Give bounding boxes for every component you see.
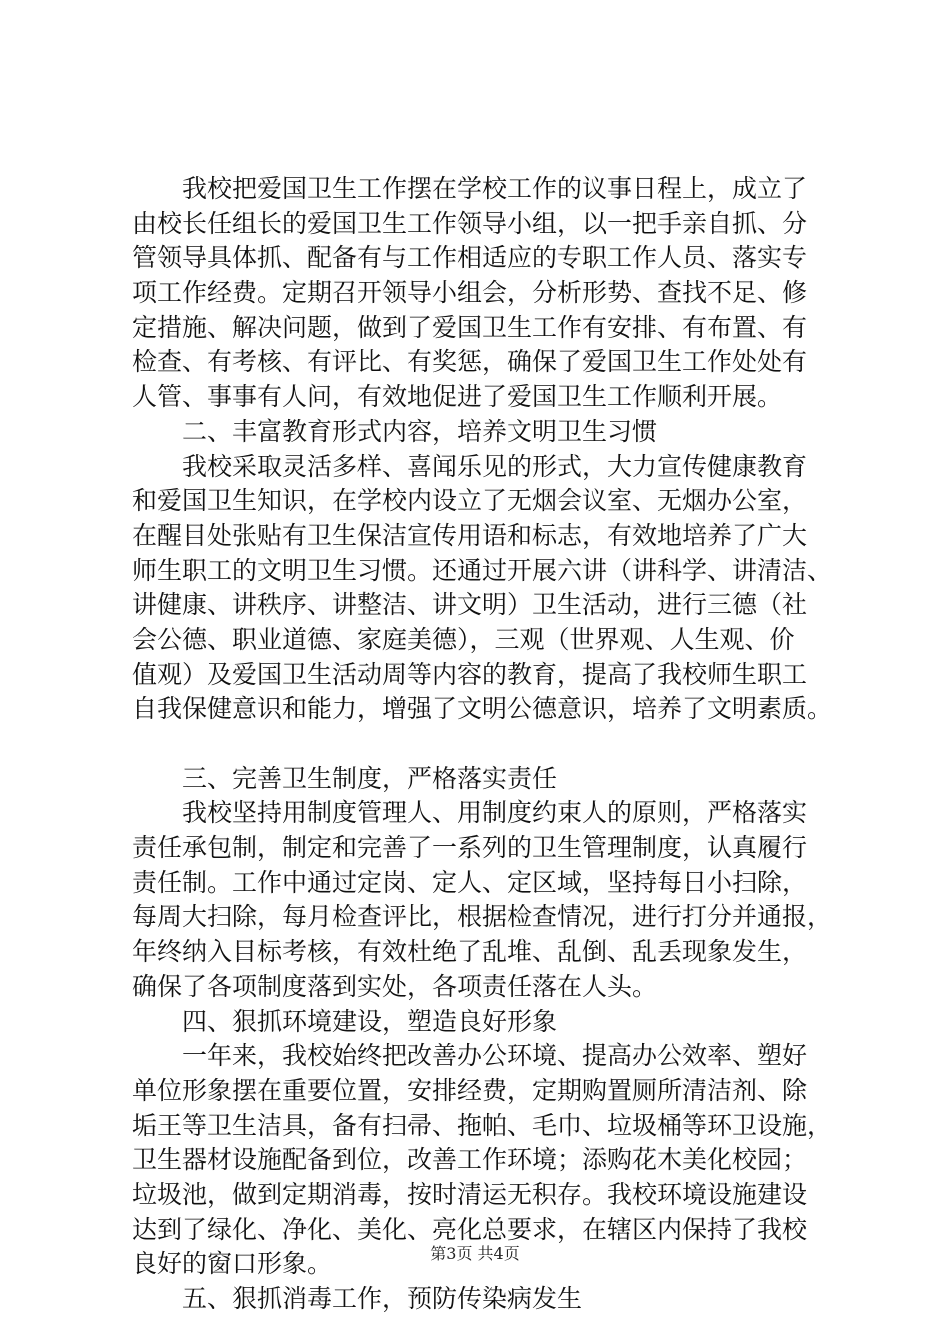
text-line: 管领导具体抓、配备有与工作相适应的专职工作人员、落实专: [132, 243, 808, 273]
text-line: 在醒目处张贴有卫生保洁宣传用语和标志，有效地培养了广大: [132, 520, 808, 550]
text-line: 检查、有考核、有评比、有奖惩，确保了爱国卫生工作处处有: [132, 347, 808, 377]
text-line: 四、狠抓环境建设，塑造良好形象: [182, 1006, 558, 1036]
text-line: 值观）及爱国卫生活动周等内容的教育，提高了我校师生职工: [132, 659, 808, 689]
text-line: 责任承包制，制定和完善了一系列的卫生管理制度，认真履行: [132, 833, 808, 863]
text-line: 我校采取灵活多样、喜闻乐见的形式，大力宣传健康教育: [182, 451, 808, 481]
text-line: 师生职工的文明卫生习惯。还通过开展六讲（讲科学、讲清洁、: [132, 555, 833, 585]
text-line: 良好的窗口形象。: [132, 1249, 333, 1279]
document-body: [132, 172, 852, 1317]
text-line: 责任制。工作中通过定岗、定人、定区域，坚持每日小扫除，: [132, 867, 808, 897]
text-line: 项工作经费。定期召开领导小组会，分析形势、查找不足、修: [132, 278, 808, 308]
text-line: 垢王等卫生洁具，备有扫帚、拖帕、毛巾、垃圾桶等环卫设施，: [132, 1110, 833, 1140]
text-line: 单位形象摆在重要位置，安排经费，定期购置厕所清洁剂、除: [132, 1075, 808, 1105]
text-line: 一年来，我校始终把改善办公环境、提高办公效率、塑好: [182, 1041, 808, 1071]
text-line: 我校坚持用制度管理人、用制度约束人的原则，严格落实: [182, 798, 808, 828]
text-line: 由校长任组长的爱国卫生工作领导小组，以一把手亲自抓、分: [132, 208, 808, 238]
blank-line: [132, 727, 852, 762]
text-line: 和爱国卫生知识，在学校内设立了无烟会议室、无烟办公室，: [132, 486, 808, 516]
text-line: 我校把爱国卫生工作摆在学校工作的议事日程上，成立了: [182, 174, 808, 203]
text-line: 三、完善卫生制度，严格落实责任: [182, 763, 558, 793]
text-line: 二、丰富教育形式内容，培养文明卫生习惯: [182, 416, 658, 446]
page-footer: 第3页 共4页: [430, 1244, 520, 1263]
text-line: 五、狠抓消毒工作，预防传染病发生: [182, 1284, 583, 1313]
text-line: 会公德、职业道德、家庭美德），三观（世界观、人生观、价: [132, 624, 795, 654]
text-line: 确保了各项制度落到实处，各项责任落在人头。: [132, 971, 658, 1001]
text-line: 每周大扫除，每月检查评比，根据检查情况，进行打分并通报，: [132, 902, 833, 932]
text-line: 年终纳入目标考核，有效杜绝了乱堆、乱倒、乱丢现象发生，: [132, 937, 808, 967]
text-line: 卫生器材设施配备到位，改善工作环境；添购花木美化校园；: [132, 1145, 808, 1175]
text-line: 垃圾池，做到定期消毒，按时清运无积存。我校环境设施建设: [132, 1179, 808, 1209]
text-line: 达到了绿化、净化、美化、亮化总要求，在辖区内保持了我校: [132, 1214, 808, 1244]
text-line: 自我保健意识和能力，增强了文明公德意识，培养了文明素质。: [132, 694, 833, 724]
text-line: 人管、事事有人问，有效地促进了爱国卫生工作顺利开展。: [132, 382, 783, 412]
text-line: 定措施、解决问题，做到了爱国卫生工作有安排、有布置、有: [132, 312, 808, 342]
text-line: 讲健康、讲秩序、讲整洁、讲文明）卫生活动，进行三德（社: [132, 590, 808, 620]
